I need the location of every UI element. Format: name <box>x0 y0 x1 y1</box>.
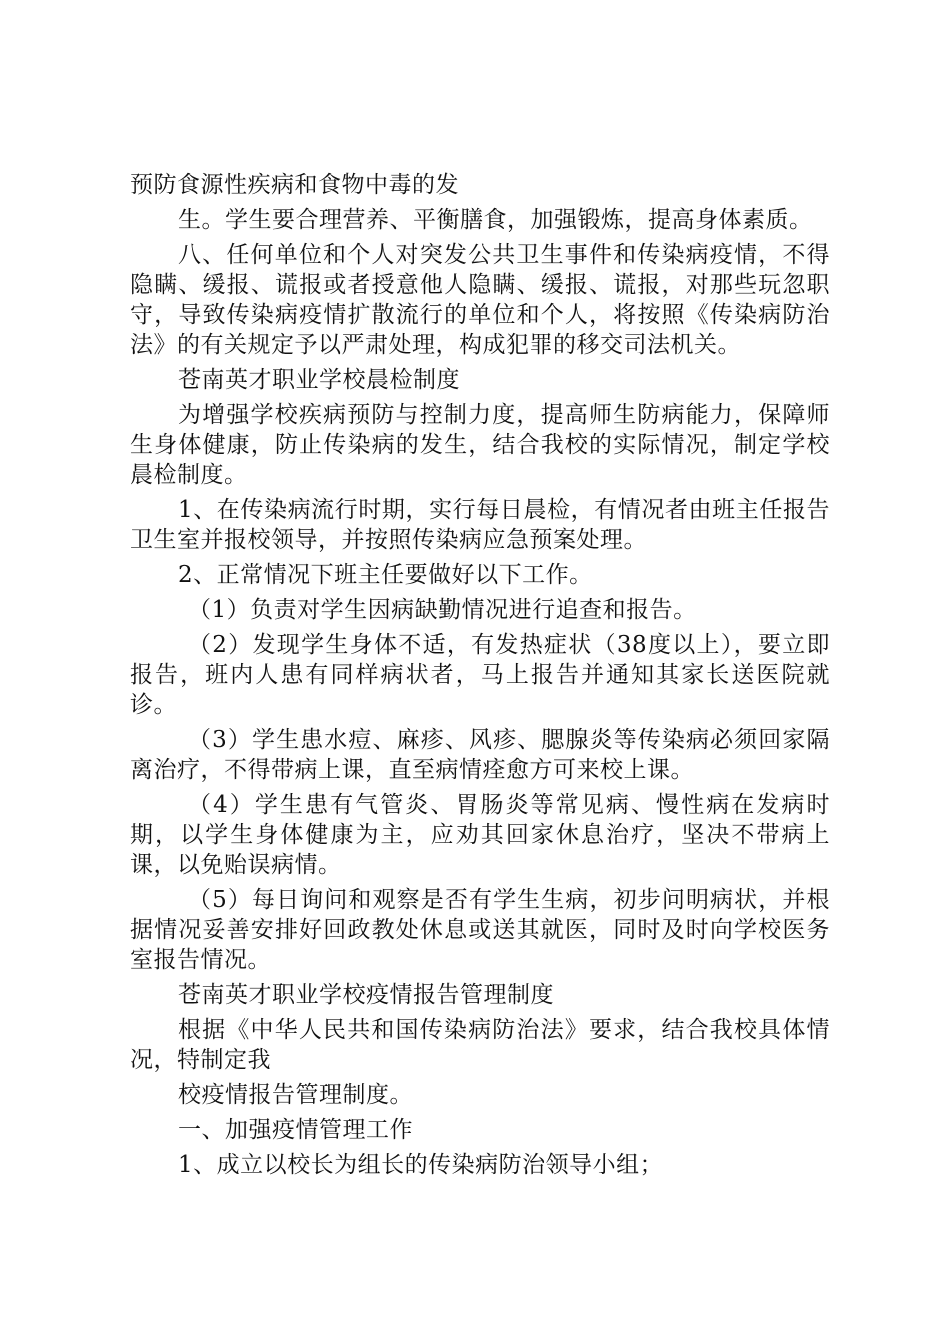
paragraph-point-1: 1、成立以校长为组长的传染病防治领导小组； <box>178 1152 664 1178</box>
paragraph-item-2: 2、正常情况下班主任要做好以下工作。 <box>178 562 593 588</box>
heading-section-1: 一、加强疫情管理工作 <box>178 1117 413 1143</box>
heading-epidemic-report: 苍南英才职业学校疫情报告管理制度 <box>178 982 554 1008</box>
document-body <box>130 170 830 1185</box>
paragraph-sub-2: （2）发现学生身体不适，有发热症状（38度以上），要立即报告，班内人患有同样病状者，马上报告并通知其家长送医院就诊。 <box>130 632 830 718</box>
paragraph-continuation: 预防食源性疾病和食物中毒的发 <box>130 172 459 198</box>
paragraph-basis-continuation: 校疫情报告管理制度。 <box>178 1082 413 1108</box>
paragraph-intro: 为增强学校疾病预防与控制力度，提高师生防病能力，保障师生身体健康，防止传染病的发生，结合我校的实际情况，制定学校晨检制度。 <box>130 402 830 488</box>
paragraph-basis: 根据《中华人民共和国传染病防治法》要求，结合我校具体情况，特制定我 <box>130 1017 830 1073</box>
paragraph-sub-1: （1）负责对学生因病缺勤情况进行追查和报告。 <box>188 597 697 623</box>
paragraph-sub-4: （4）学生患有气管炎、胃肠炎等常见病、慢性病在发病时期，以学生身体健康为主，应劝其回家休息治疗，坚决不带病上课，以免贻误病情。 <box>130 792 830 878</box>
heading-morning-check: 苍南英才职业学校晨检制度 <box>178 367 460 393</box>
paragraph-continuation-2: 生。学生要合理营养、平衡膳食，加强锻炼，提高身体素质。 <box>178 207 813 233</box>
paragraph-item-1: 1、在传染病流行时期，实行每日晨检，有情况者由班主任报告卫生室并报校领导，并按照传染病应急预案处理。 <box>130 497 830 553</box>
paragraph-sub-3: （3）学生患水痘、麻疹、风疹、腮腺炎等传染病必须回家隔离治疗，不得带病上课，直至病情痊愈方可来校上课。 <box>130 727 830 783</box>
paragraph-section-8: 八、任何单位和个人对突发公共卫生事件和传染病疫情，不得隐瞒、缓报、谎报或者授意他人隐瞒、缓报、谎报，对那些玩忽职守，导致传染病疫情扩散流行的单位和个人，将按照《传染病防治法》的有关规定予以严肃处理，构成犯罪的移交司法机关。 <box>130 242 830 358</box>
paragraph-sub-5: （5）每日询问和观察是否有学生生病，初步问明病状，并根据情况妥善安排好回政教处休息或送其就医，同时及时向学校医务室报告情况。 <box>130 887 830 973</box>
